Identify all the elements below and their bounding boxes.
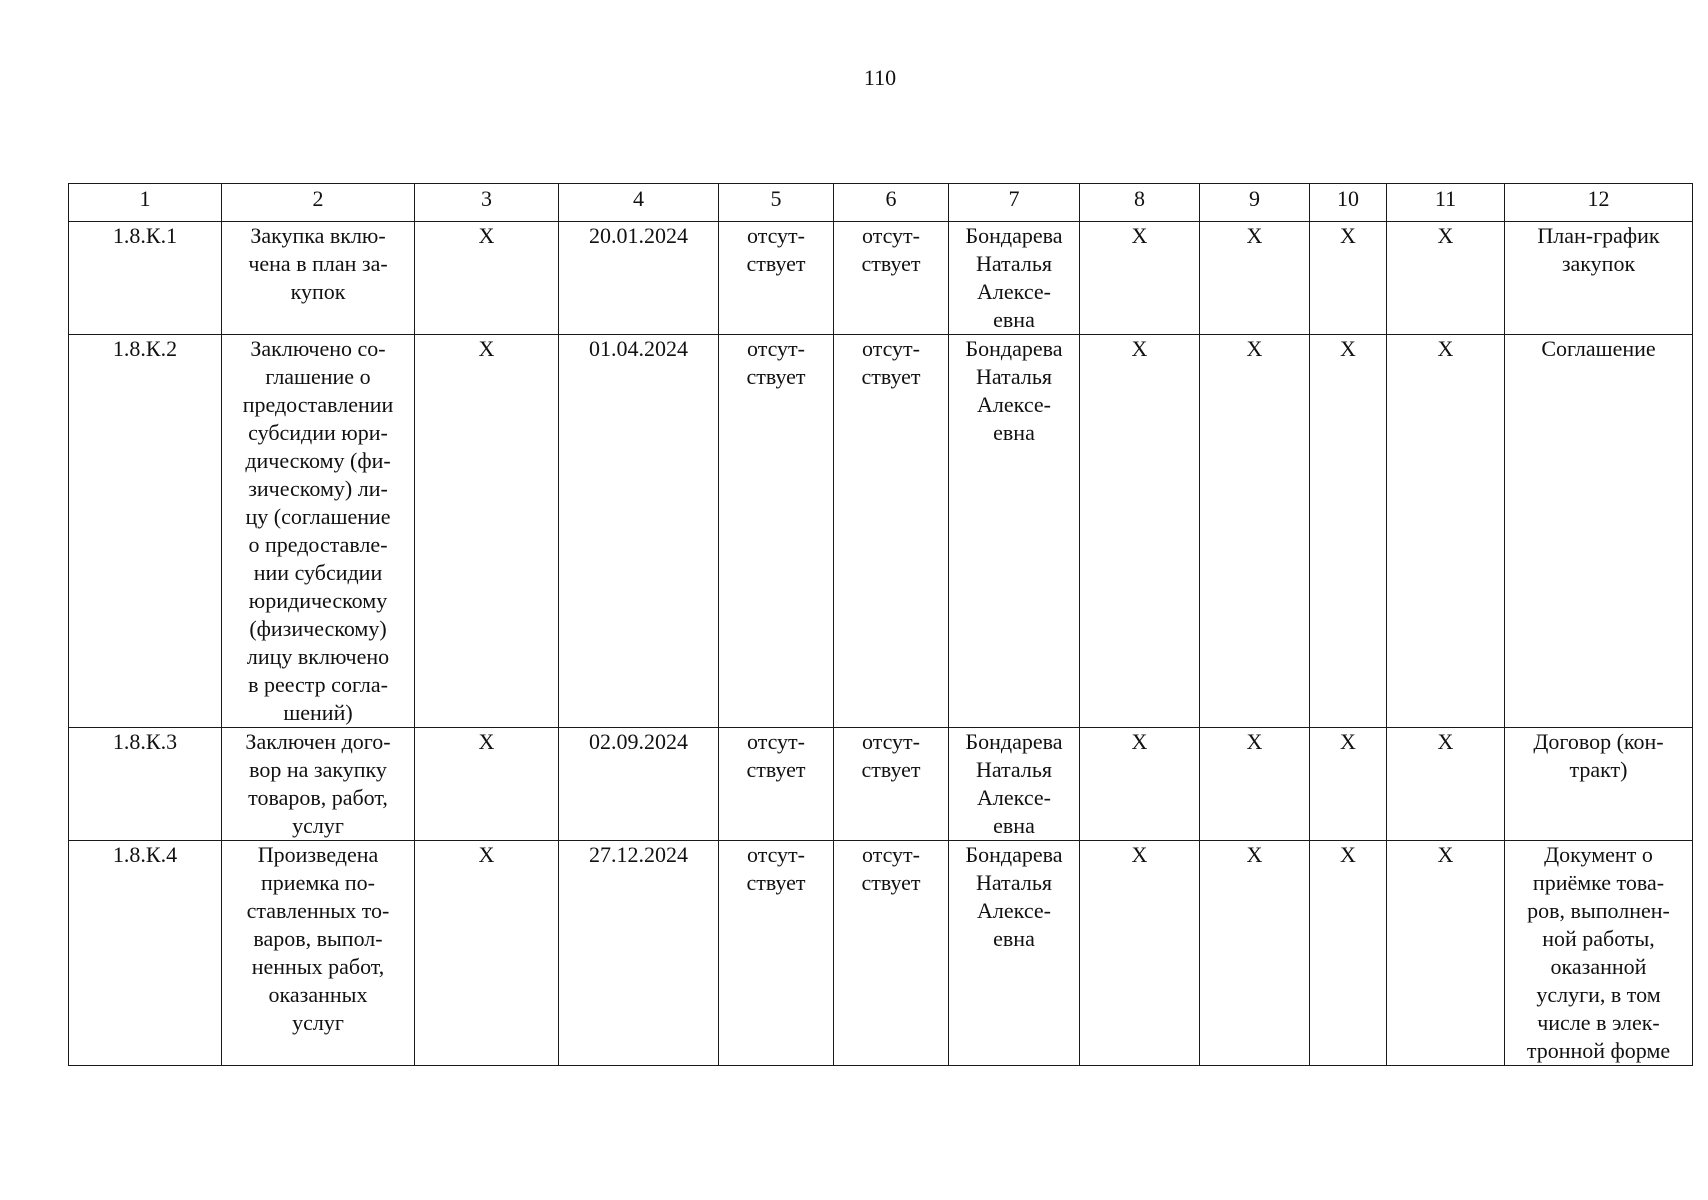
responsible-person-cell: Бондарева Наталья Алексе- евна [949, 841, 1080, 1066]
event-cell: Заключен дого- вор на закупку товаров, работ, услуг [222, 728, 415, 841]
col3-cell: X [415, 841, 559, 1066]
col6-cell: отсут- ствует [834, 728, 949, 841]
col11-cell: X [1387, 222, 1505, 335]
event-cell: Заключено со- глашение о предоставлении субсидии юри- дическому (фи- зическому) ли- цу (соглашение о предоставле- нии субсидии юридическому (физическому) лицу включено в реестр согла- шений) [222, 335, 415, 728]
col9-cell: X [1200, 841, 1310, 1066]
header-cell: 2 [222, 184, 415, 222]
header-cell: 8 [1080, 184, 1200, 222]
col3-cell: X [415, 728, 559, 841]
code-cell: 1.8.К.1 [69, 222, 222, 335]
col3-cell: X [415, 222, 559, 335]
code-cell: 1.8.К.2 [69, 335, 222, 728]
document-cell: Документ о приёмке това- ров, выполнен- ной работы, оказанной услуги, в том числе в элек- тронной форме [1505, 841, 1693, 1066]
header-cell: 10 [1310, 184, 1387, 222]
col11-cell: X [1387, 335, 1505, 728]
table-row [69, 841, 1693, 1066]
table-header-row [69, 184, 1693, 222]
table-row [69, 728, 1693, 841]
document-cell: Соглашение [1505, 335, 1693, 728]
date-cell: 27.12.2024 [559, 841, 719, 1066]
col11-cell: X [1387, 728, 1505, 841]
col3-cell: X [415, 335, 559, 728]
col8-cell: X [1080, 728, 1200, 841]
responsible-person-cell: Бондарева Наталья Алексе- евна [949, 222, 1080, 335]
responsible-person-cell: Бондарева Наталья Алексе- евна [949, 335, 1080, 728]
col10-cell: X [1310, 841, 1387, 1066]
header-cell: 7 [949, 184, 1080, 222]
col9-cell: X [1200, 335, 1310, 728]
col5-cell: отсут- ствует [719, 222, 834, 335]
col8-cell: X [1080, 222, 1200, 335]
col8-cell: X [1080, 335, 1200, 728]
col11-cell: X [1387, 841, 1505, 1066]
code-cell: 1.8.К.3 [69, 728, 222, 841]
document-cell: План-график закупок [1505, 222, 1693, 335]
col9-cell: X [1200, 222, 1310, 335]
event-cell: Произведена приемка по- ставленных то- варов, выпол- ненных работ, оказанных услуг [222, 841, 415, 1066]
col9-cell: X [1200, 728, 1310, 841]
col6-cell: отсут- ствует [834, 335, 949, 728]
header-cell: 3 [415, 184, 559, 222]
header-cell: 4 [559, 184, 719, 222]
header-cell: 1 [69, 184, 222, 222]
col8-cell: X [1080, 841, 1200, 1066]
date-cell: 20.01.2024 [559, 222, 719, 335]
header-cell: 9 [1200, 184, 1310, 222]
table-row [69, 335, 1693, 728]
col5-cell: отсут- ствует [719, 728, 834, 841]
col5-cell: отсут- ствует [719, 335, 834, 728]
col5-cell: отсут- ствует [719, 841, 834, 1066]
table-row [69, 222, 1693, 335]
responsible-person-cell: Бондарева Наталья Алексе- евна [949, 728, 1080, 841]
date-cell: 01.04.2024 [559, 335, 719, 728]
control-points-table [68, 183, 1693, 1066]
event-cell: Закупка вклю- чена в план за- купок [222, 222, 415, 335]
header-cell: 6 [834, 184, 949, 222]
col10-cell: X [1310, 728, 1387, 841]
date-cell: 02.09.2024 [559, 728, 719, 841]
header-cell: 12 [1505, 184, 1693, 222]
col10-cell: X [1310, 335, 1387, 728]
col10-cell: X [1310, 222, 1387, 335]
code-cell: 1.8.К.4 [69, 841, 222, 1066]
header-cell: 5 [719, 184, 834, 222]
header-cell: 11 [1387, 184, 1505, 222]
col6-cell: отсут- ствует [834, 841, 949, 1066]
page-number: 110 [863, 65, 897, 90]
col6-cell: отсут- ствует [834, 222, 949, 335]
document-cell: Договор (кон- тракт) [1505, 728, 1693, 841]
